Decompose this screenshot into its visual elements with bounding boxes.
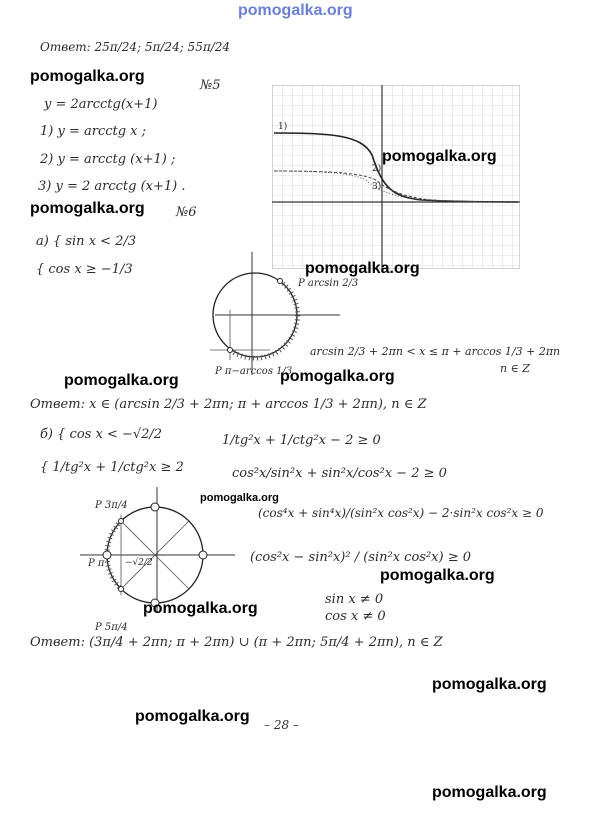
circle-b-label-3pi4: P 3π/4 (95, 500, 128, 511)
equation-6: cos x ≠ 0 (325, 609, 386, 624)
circle-a-bottom-label: P π−arccos 1/3 (215, 366, 293, 377)
system-a-line1: a) { sin x < 2/3 (36, 234, 137, 249)
function-3: 3) y = 2 arcctg (x+1) . (38, 179, 186, 194)
answer-line-1: Ответ: 25π/24; 5π/24; 55π/24 (40, 40, 231, 54)
equation-3: (cos⁴x + sin⁴x)/(sin²x cos²x) − 2·sin²x cos²x ≥ 0 (258, 506, 544, 520)
equation-5: sin x ≠ 0 (325, 592, 384, 607)
watermark: pomogalka.org (135, 708, 250, 725)
watermark: pomogalka.org (432, 784, 547, 801)
answer-line-2: Ответ: x ∈ (arcsin 2/3 + 2πn; π + arccos 1/3 + 2πn), n ∈ Z (30, 397, 427, 412)
task-6-label: №6 (176, 205, 197, 220)
system-a-line2: { cos x ≥ −1/3 (36, 262, 133, 277)
watermark: pomogalka.org (305, 260, 420, 277)
system-b-line2: { 1/tg²x + 1/ctg²x ≥ 2 (40, 460, 184, 475)
equation-2: cos²x/sin²x + sin²x/cos²x − 2 ≥ 0 (232, 466, 447, 481)
circle-a-top-label: P arcsin 2/3 (298, 278, 359, 289)
function-1: 1) y = arcctg x ; (40, 124, 147, 139)
function-2: 2) y = arcctg (x+1) ; (40, 152, 176, 167)
circle-b-neg-sqrt2: −√2/2 (125, 558, 153, 568)
graph-label-2: 2) (372, 164, 382, 174)
watermark: pomogalka.org (380, 567, 495, 584)
watermark: pomogalka.org (30, 200, 145, 217)
task-5-label: №5 (200, 78, 221, 93)
watermark: pomogalka.org (143, 600, 258, 617)
arcctg-graph (272, 85, 520, 269)
equation-4: (cos²x − sin²x)² / (sin²x cos²x) ≥ 0 (250, 550, 471, 565)
watermark: pomogalka.org (280, 368, 395, 385)
system-b-line1: б) { cos x < −√2/2 (40, 427, 163, 442)
inequality-a: arcsin 2/3 + 2πn < x ≤ π + arccos 1/3 + 2πn (310, 345, 561, 358)
watermark: pomogalka.org (432, 676, 547, 693)
watermark: pomogalka.org (382, 148, 497, 165)
equation-1: 1/tg²x + 1/ctg²x − 2 ≥ 0 (222, 433, 381, 448)
site-header: pomogalka.org (238, 2, 353, 19)
watermark: pomogalka.org (30, 68, 145, 85)
graph-label-1: 1) (278, 122, 288, 132)
watermark: pomogalka.org (200, 492, 279, 504)
circle-b-label-pi: P π (88, 558, 105, 569)
graph-label-3: 3) (372, 182, 382, 192)
function-main: y = 2arcctg(x+1) (44, 97, 158, 112)
answer-line-3: Ответ: (3π/4 + 2πn; π + 2πn) ∪ (π + 2πn; 5π/4 + 2πn), n ∈ Z (30, 635, 443, 650)
watermark: pomogalka.org (64, 372, 179, 389)
circle-b-label-5pi4: P 5π/4 (95, 622, 128, 633)
inequality-a-domain: n ∈ Z (500, 362, 530, 375)
page-number: – 28 – (264, 718, 299, 732)
